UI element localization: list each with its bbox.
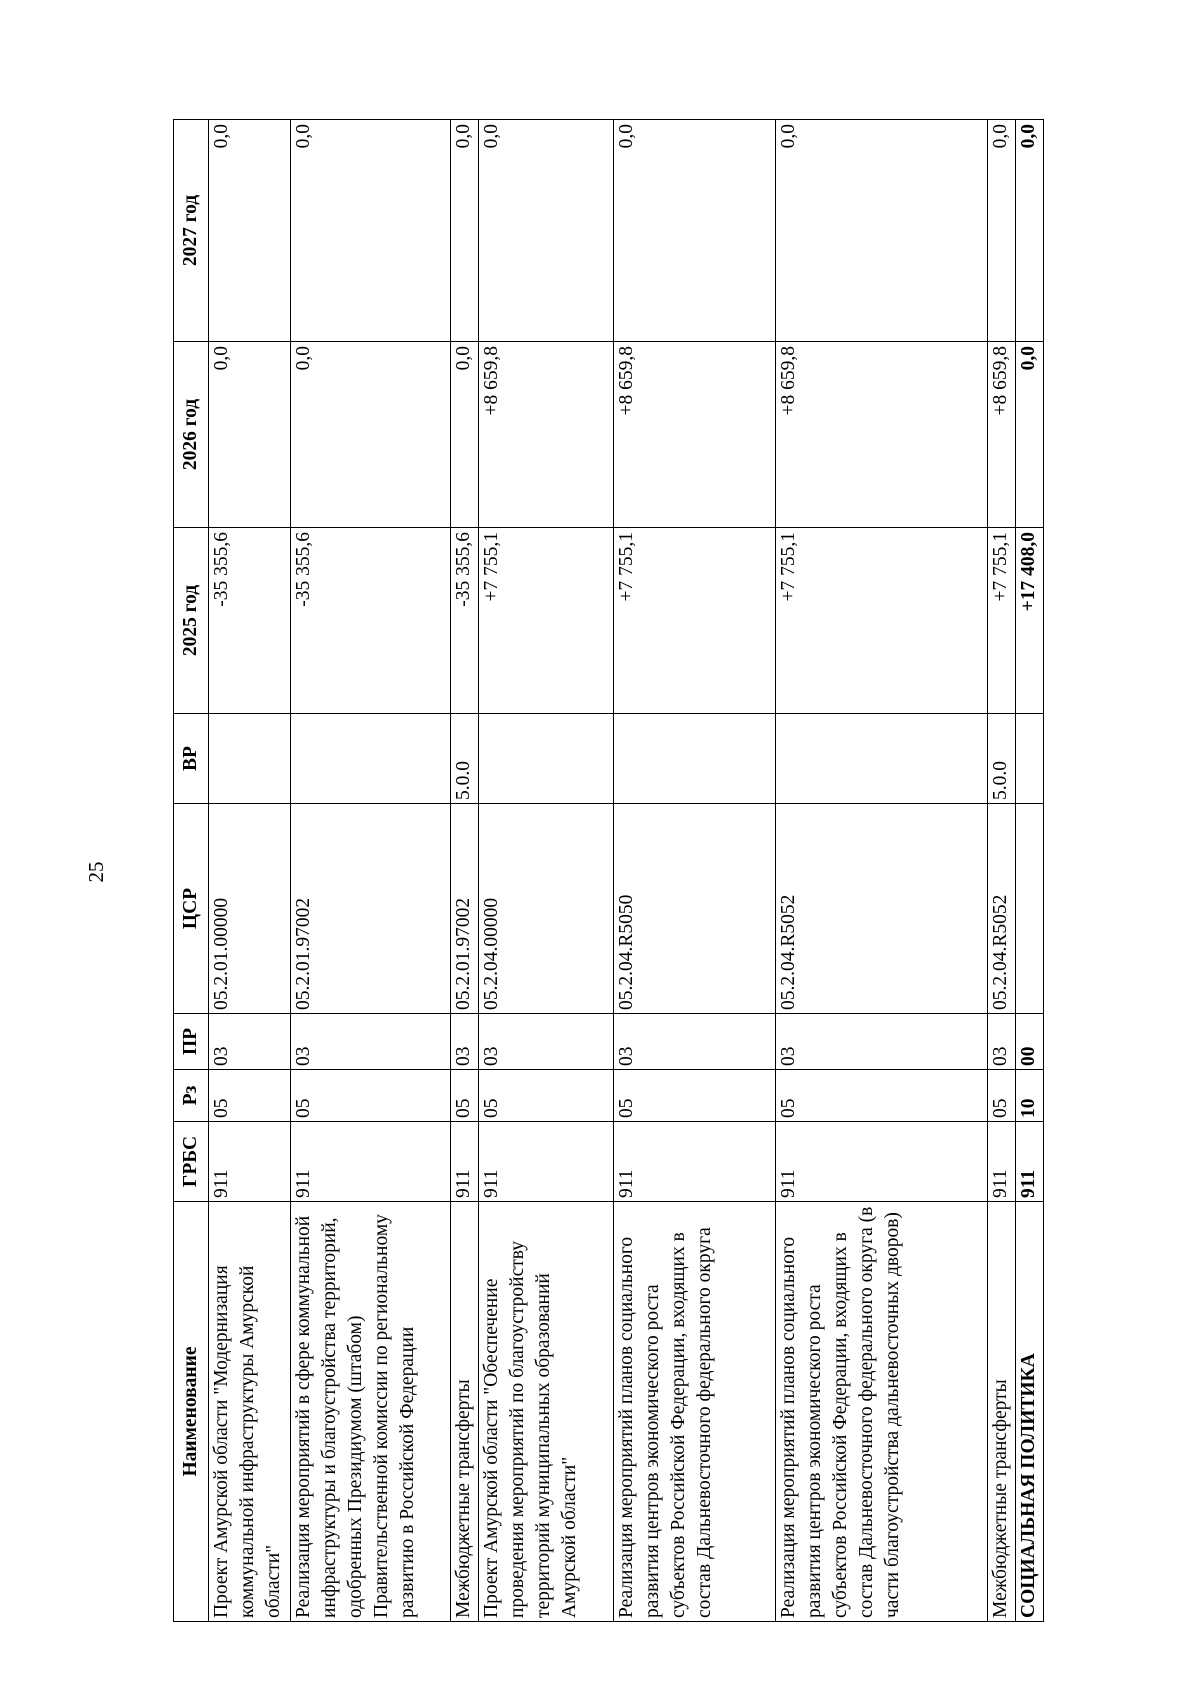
- page-number: 25: [84, 861, 108, 883]
- table-row: [451, 120, 479, 1622]
- cell-pr: 03: [479, 1014, 614, 1070]
- cell-2025: +7 755,1: [614, 528, 776, 714]
- cell-2027: 0,0: [451, 120, 479, 342]
- cell-pr: 03: [776, 1014, 988, 1070]
- cell-2026: +8 659,8: [614, 342, 776, 528]
- cell-csr: 05.2.04.R5052: [988, 804, 1016, 1014]
- cell-rz: 05: [776, 1070, 988, 1122]
- cell-csr: 05.2.04.R5050: [614, 804, 776, 1014]
- table-row: [776, 120, 988, 1622]
- cell-vr: [776, 714, 988, 804]
- cell-rz: 05: [479, 1070, 614, 1122]
- cell-2025: +7 755,1: [776, 528, 988, 714]
- header-name: Наименование: [174, 1202, 209, 1622]
- cell-name: Межбюджетные трансферты: [988, 1202, 1016, 1622]
- table-header-row: [174, 120, 209, 1622]
- header-vr: ВР: [174, 714, 209, 804]
- cell-rz: 05: [988, 1070, 1016, 1122]
- header-rz: Рз: [174, 1070, 209, 1122]
- cell-vr: [291, 714, 451, 804]
- cell-csr: 05.2.04.00000: [479, 804, 614, 1014]
- cell-name: Проект Амурской области "Модернизация коммунальной инфраструктуры Амурской области": [209, 1202, 291, 1622]
- cell-csr: 05.2.01.97002: [451, 804, 479, 1014]
- cell-2025: +7 755,1: [988, 528, 1016, 714]
- cell-2027: 0,0: [291, 120, 451, 342]
- header-2027: 2027 год: [174, 120, 209, 342]
- cell-grbs: 911: [451, 1122, 479, 1202]
- cell-grbs: 911: [1016, 1122, 1044, 1202]
- cell-csr: 05.2.04.R5052: [776, 804, 988, 1014]
- table-row: [988, 120, 1016, 1622]
- cell-name: Реализация мероприятий планов социального развития центров экономического роста субъектов Российской Федерации, входящих в состав Дальневосточного федерального округа (в части благоустройства дальневосточных дворов): [776, 1202, 988, 1622]
- cell-pr: 03: [291, 1014, 451, 1070]
- cell-grbs: 911: [776, 1122, 988, 1202]
- cell-2026: 0,0: [451, 342, 479, 528]
- cell-2026: 0,0: [291, 342, 451, 528]
- budget-table-rotated: [173, 120, 1039, 1622]
- header-2026: 2026 год: [174, 342, 209, 528]
- cell-2026: 0,0: [209, 342, 291, 528]
- cell-csr: 05.2.01.00000: [209, 804, 291, 1014]
- cell-name: Реализация мероприятий в сфере коммунальной инфраструктуры и благоустройства территорий, одобренных Президиумом (штабом) Правительственной комиссии по региональному развитию в Российской Федерации: [291, 1202, 451, 1622]
- cell-grbs: 911: [988, 1122, 1016, 1202]
- table-row: [209, 120, 291, 1622]
- cell-name: СОЦИАЛЬНАЯ ПОЛИТИКА: [1016, 1202, 1044, 1622]
- cell-pr: 03: [209, 1014, 291, 1070]
- cell-pr: 03: [988, 1014, 1016, 1070]
- cell-grbs: 911: [479, 1122, 614, 1202]
- cell-2026: 0,0: [1016, 342, 1044, 528]
- cell-2027: 0,0: [479, 120, 614, 342]
- cell-vr: [614, 714, 776, 804]
- cell-2027: 0,0: [988, 120, 1016, 342]
- cell-2027: 0,0: [1016, 120, 1044, 342]
- cell-name: Реализация мероприятий планов социального развития центров экономического роста субъектов Российской Федерации, входящих в состав Дальневосточного федерального округа: [614, 1202, 776, 1622]
- header-2025: 2025 год: [174, 528, 209, 714]
- cell-vr: 5.0.0: [988, 714, 1016, 804]
- cell-csr: [1016, 804, 1044, 1014]
- cell-2025: -35 355,6: [451, 528, 479, 714]
- cell-rz: 10: [1016, 1070, 1044, 1122]
- cell-2025: +7 755,1: [479, 528, 614, 714]
- cell-2027: 0,0: [614, 120, 776, 342]
- cell-rz: 05: [451, 1070, 479, 1122]
- cell-name: Межбюджетные трансферты: [451, 1202, 479, 1622]
- cell-grbs: 911: [291, 1122, 451, 1202]
- cell-2026: +8 659,8: [479, 342, 614, 528]
- header-pr: ПР: [174, 1014, 209, 1070]
- cell-vr: [1016, 714, 1044, 804]
- cell-2026: +8 659,8: [988, 342, 1016, 528]
- header-csr: ЦСР: [174, 804, 209, 1014]
- cell-2025: -35 355,6: [291, 528, 451, 714]
- cell-vr: 5.0.0: [451, 714, 479, 804]
- cell-csr: 05.2.01.97002: [291, 804, 451, 1014]
- cell-pr: 00: [1016, 1014, 1044, 1070]
- cell-grbs: 911: [614, 1122, 776, 1202]
- cell-pr: 03: [451, 1014, 479, 1070]
- cell-rz: 05: [291, 1070, 451, 1122]
- cell-rz: 05: [614, 1070, 776, 1122]
- cell-rz: 05: [209, 1070, 291, 1122]
- cell-2025: -35 355,6: [209, 528, 291, 714]
- cell-vr: [209, 714, 291, 804]
- cell-2027: 0,0: [209, 120, 291, 342]
- table-row: [614, 120, 776, 1622]
- cell-2027: 0,0: [776, 120, 988, 342]
- cell-2025: +17 408,0: [1016, 528, 1044, 714]
- cell-pr: 03: [614, 1014, 776, 1070]
- budget-table: [173, 119, 1044, 1622]
- cell-vr: [479, 714, 614, 804]
- cell-grbs: 911: [209, 1122, 291, 1202]
- table-row: [291, 120, 451, 1622]
- cell-2026: +8 659,8: [776, 342, 988, 528]
- header-grbs: ГРБС: [174, 1122, 209, 1202]
- cell-name: Проект Амурской области "Обеспечение проведения мероприятий по благоустройству территорий муниципальных образований Амурской области": [479, 1202, 614, 1622]
- table-row-total: [1016, 120, 1044, 1622]
- table-row: [479, 120, 614, 1622]
